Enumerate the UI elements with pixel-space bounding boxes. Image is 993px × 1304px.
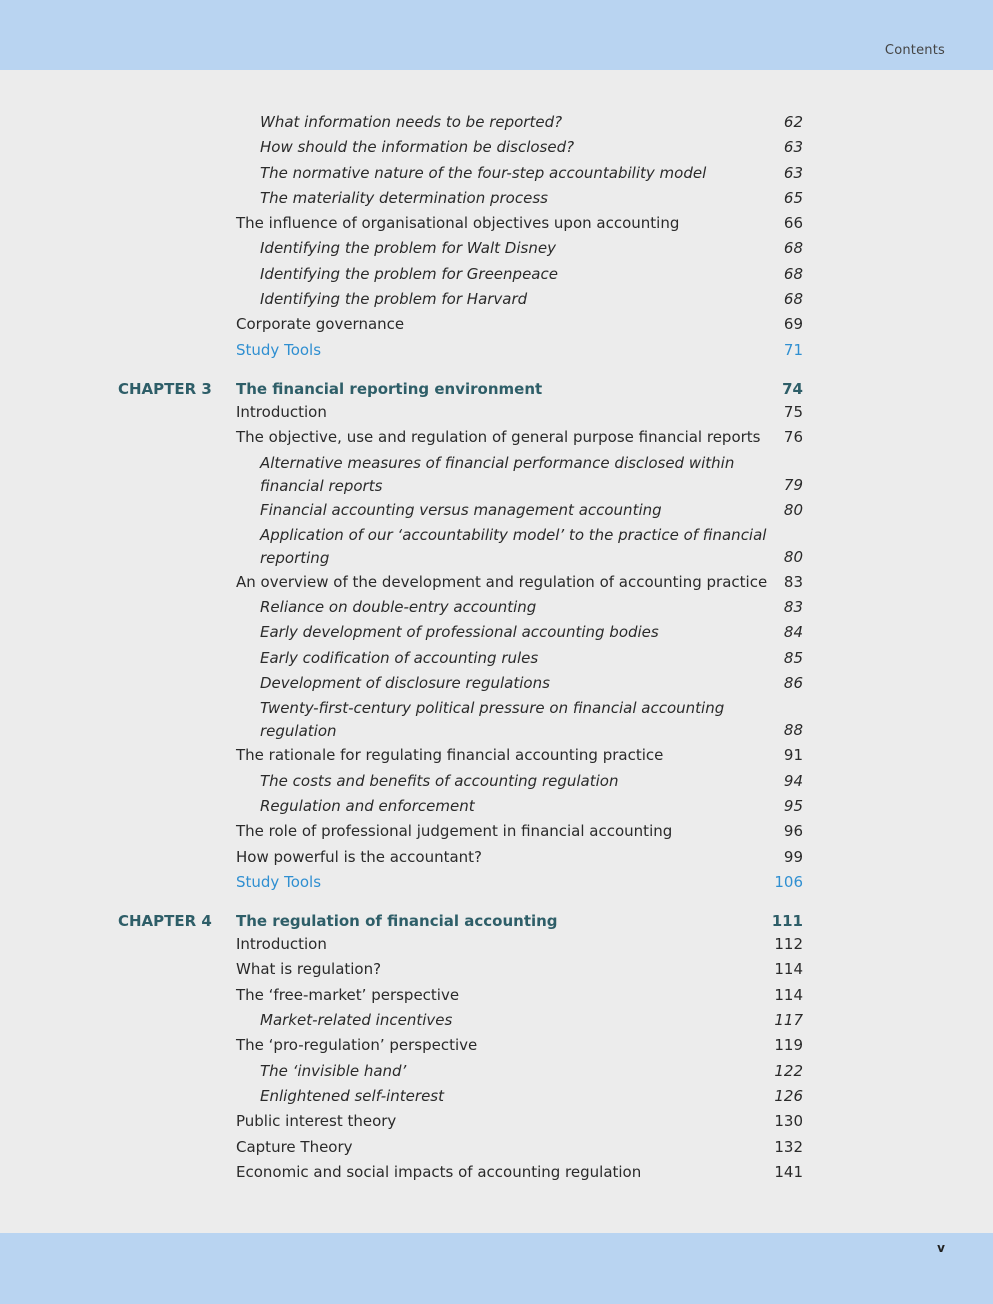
chapter-label: CHAPTER 3	[118, 379, 212, 398]
entry-title: What information needs to be reported?	[260, 113, 563, 131]
toc-subentry[interactable]	[0, 161, 993, 186]
entry-title: Twenty-first-century political pressure on financial accounting regulation	[260, 699, 725, 741]
toc-entry[interactable]	[0, 1160, 993, 1185]
toc-entry[interactable]	[0, 932, 993, 957]
toc-entry[interactable]	[0, 570, 993, 595]
toc-subentry[interactable]	[0, 135, 993, 160]
entry-page-number: 75	[783, 402, 803, 421]
page-number: v	[937, 1241, 945, 1255]
toc-entry[interactable]	[0, 312, 993, 337]
entry-title: How should the information be disclosed?	[260, 138, 575, 157]
toc-subentry[interactable]	[0, 1008, 993, 1033]
entry-title: What is regulation?	[236, 960, 382, 979]
toc-subentry[interactable]	[0, 769, 993, 794]
toc-entry[interactable]	[0, 400, 993, 425]
toc-entry[interactable]	[0, 425, 993, 450]
toc-entry[interactable]	[0, 1109, 993, 1134]
toc-entry[interactable]	[0, 983, 993, 1008]
entry-title: Early development of professional accounting bodies	[260, 623, 659, 642]
toc-subentry[interactable]	[0, 1084, 993, 1109]
chapter-title: The regulation of financial accounting	[236, 912, 558, 931]
toc-subentry[interactable]	[0, 595, 993, 620]
entry-page-number: 88	[783, 721, 803, 740]
entry-page-number: 126	[774, 1086, 803, 1105]
entry-page-number: 86	[783, 674, 803, 693]
entry-page-number: 85	[783, 648, 803, 667]
entry-page-number: 68	[783, 239, 803, 258]
entry-title: The materiality determination process	[260, 188, 548, 207]
entry-page-number: 79	[783, 475, 803, 494]
entry-page-number: 66	[783, 214, 803, 233]
entry-page-number: 114	[774, 960, 803, 979]
toc-subentry[interactable]	[0, 236, 993, 261]
entry-title: Study Tools	[236, 340, 322, 359]
entry-page-number: 132	[774, 1137, 803, 1156]
chapter-page-number: 111	[771, 912, 803, 931]
entry-page-number: 117	[774, 1011, 803, 1030]
toc-subentry[interactable]	[0, 262, 993, 287]
entry-page-number: 63	[783, 163, 803, 182]
entry-page-number: 95	[783, 796, 803, 815]
entry-title: The ‘pro-regulation’ perspective	[236, 1036, 478, 1055]
toc-entry[interactable]	[0, 819, 993, 844]
entry-title: Financial accounting versus management accounting	[260, 500, 662, 519]
entry-title: The ‘free-market’ perspective	[236, 985, 460, 1004]
entry-title: The influence of organisational objectives upon accounting	[236, 214, 680, 233]
entry-title: Identifying the problem for Harvard	[260, 290, 528, 309]
toc-subentry[interactable]	[0, 498, 993, 523]
toc-subentry[interactable]	[0, 671, 993, 696]
entry-title: Regulation and enforcement	[260, 796, 475, 815]
entry-title: Capture Theory	[236, 1137, 353, 1156]
toc-subentry[interactable]	[0, 451, 993, 498]
entry-title: Early codification of accounting rules	[260, 648, 539, 667]
entry-title: The ‘invisible hand’	[260, 1061, 407, 1080]
entry-page-number: 71	[783, 340, 803, 359]
toc-entry[interactable]	[0, 1135, 993, 1160]
entry-page-number: 83	[783, 572, 803, 591]
chapter-heading[interactable]	[0, 377, 993, 402]
entry-page-number: 76	[783, 428, 803, 447]
entry-page-number: 122	[774, 1061, 803, 1080]
entry-page-number: 106	[774, 872, 803, 891]
entry-page-number: 141	[774, 1162, 803, 1181]
entry-title: Alternative measures of financial performance disclosed within financial reports	[260, 453, 735, 495]
study-tools-entry[interactable]	[0, 338, 993, 363]
entry-page-number: 130	[774, 1112, 803, 1131]
entry-page-number: 114	[774, 985, 803, 1004]
chapter-label: CHAPTER 4	[118, 912, 212, 931]
entry-page-number: 69	[783, 315, 803, 334]
entry-title: How powerful is the accountant?	[236, 847, 483, 866]
toc-entry[interactable]	[0, 211, 993, 236]
entry-title: Introduction	[236, 935, 327, 954]
toc-entry[interactable]	[0, 743, 993, 768]
entry-title: Reliance on double-entry accounting	[260, 598, 537, 617]
entry-page-number: 96	[783, 822, 803, 841]
entry-page-number: 68	[783, 264, 803, 283]
toc-subentry[interactable]	[0, 110, 993, 135]
toc-entry[interactable]	[0, 845, 993, 870]
toc-subentry[interactable]	[0, 794, 993, 819]
entry-title: Identifying the problem for Greenpeace	[260, 264, 558, 283]
table-of-contents	[0, 110, 993, 1185]
entry-page-number: 119	[774, 1036, 803, 1055]
toc-subentry[interactable]	[0, 186, 993, 211]
toc-subentry[interactable]	[0, 620, 993, 645]
entry-page-number: 63	[783, 138, 803, 157]
entry-title: The objective, use and regulation of general purpose financial reports	[236, 428, 761, 447]
chapter-title: The financial reporting environment	[236, 379, 543, 398]
entry-page-number: 68	[783, 290, 803, 309]
entry-page-number: 83	[783, 598, 803, 617]
chapter-page-number: 74	[782, 379, 803, 398]
entry-page-number: 62	[783, 113, 803, 131]
entry-title: Corporate governance	[236, 315, 405, 334]
study-tools-entry[interactable]	[0, 870, 993, 895]
entry-title: An overview of the development and regulation of accounting practice	[236, 572, 768, 591]
entry-page-number: 80	[783, 500, 803, 519]
entry-title: Enlightened self-interest	[260, 1086, 444, 1105]
entry-title: The costs and benefits of accounting regulation	[260, 771, 619, 790]
entry-title: Public interest theory	[236, 1112, 397, 1131]
entry-page-number: 65	[783, 188, 803, 207]
entry-page-number: 112	[774, 935, 803, 954]
entry-title: The rationale for regulating financial accounting practice	[236, 746, 664, 765]
toc-subentry[interactable]	[0, 1059, 993, 1084]
entry-title: Market-related incentives	[260, 1011, 453, 1030]
running-head: Contents	[884, 43, 945, 58]
entry-title: Economic and social impacts of accounting regulation	[236, 1162, 642, 1181]
toc-subentry[interactable]	[0, 646, 993, 671]
entry-page-number: 99	[783, 847, 803, 866]
entry-title: Application of our ‘accountability model’ to the practice of financial reporting	[260, 525, 767, 567]
toc-entry[interactable]	[0, 1033, 993, 1058]
toc-entry[interactable]	[0, 957, 993, 982]
footer-band	[0, 1233, 993, 1304]
entry-title: Identifying the problem for Walt Disney	[260, 239, 556, 258]
entry-title: Study Tools	[236, 872, 322, 891]
entry-title: The role of professional judgement in financial accounting	[236, 822, 673, 841]
entry-title: The normative nature of the four-step accountability model	[260, 163, 707, 182]
toc-subentry[interactable]	[0, 696, 993, 743]
entry-page-number: 80	[783, 547, 803, 566]
header-band	[0, 0, 993, 70]
entry-page-number: 91	[783, 746, 803, 765]
entry-page-number: 94	[783, 771, 803, 790]
entry-title: Introduction	[236, 402, 327, 421]
chapter-heading[interactable]	[0, 909, 993, 934]
toc-subentry[interactable]	[0, 523, 993, 570]
toc-subentry[interactable]	[0, 287, 993, 312]
entry-title: Development of disclosure regulations	[260, 674, 550, 693]
entry-page-number: 84	[783, 623, 803, 642]
